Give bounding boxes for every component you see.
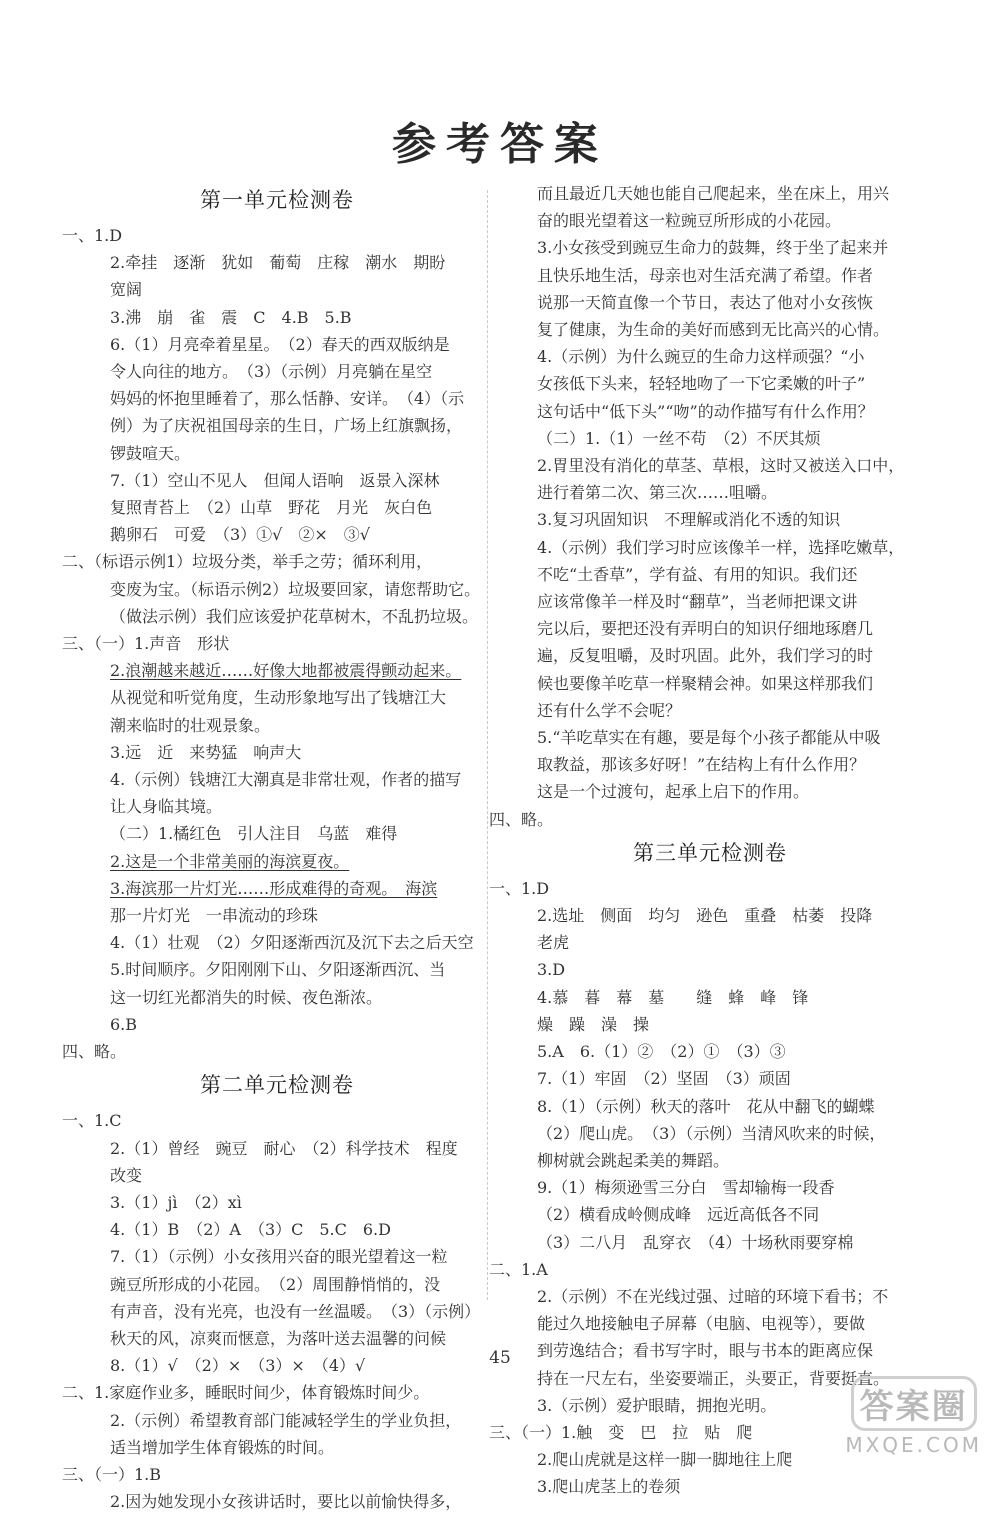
answer-line: 有声音，没有光亮，也没有一丝温暖。 （3）（示例） — [110, 1301, 481, 1321]
answer-line: 二、1.家庭作业多，睡眠时间少，体育锻炼时间少。 — [62, 1383, 430, 1403]
answer-line: 7.（1）（示例）小女孩用兴奋的眼光望着这一粒 — [110, 1247, 448, 1267]
answer-line: 四、略。 — [62, 1042, 127, 1062]
answer-line: （2）横看成岭侧成峰 远近高低各不同 — [537, 1205, 820, 1225]
unit-heading: 第一单元检测卷 — [200, 188, 354, 212]
answer-line: 让人身临其境。 — [110, 797, 223, 817]
answer-line: 2.这是一个非常美丽的海滨夏夜。 — [110, 851, 350, 871]
answer-line: 还有什么学不会呢？ — [537, 700, 682, 720]
answer-line: 7.（1）牢固 （2）坚固 （3）顽固 — [537, 1069, 791, 1089]
answer-line: 二、（标语示例1）垃圾分类，举手之劳；循环利用， — [62, 552, 433, 572]
answer-line: 这句话中“低下头”“吻”的动作描写有什么作用？ — [537, 401, 874, 421]
answer-line: 3.小女孩受到豌豆生命力的鼓舞，终于坐了起来并 — [537, 238, 889, 258]
answer-line: 4.（1）壮观 （2）夕阳逐渐西沉及沉下去之后天空 — [110, 933, 474, 953]
answer-line: 2.（示例）不在光线过强、过暗的环境下看书；不 — [537, 1286, 889, 1306]
answer-line: 完以后，要把还没有弄明白的知识仔细地琢磨几 — [537, 619, 874, 639]
answer-line: 3.爬山虎茎上的卷须 — [537, 1477, 681, 1497]
answer-line: 复了健康，为生命的美好而感到无比高兴的心情。 — [537, 320, 890, 340]
answer-line: 鹅卵石 可爱 （3）①√ ②× ③√ — [110, 525, 370, 545]
answer-line: 3.D — [537, 960, 566, 980]
answer-line: 3.海滨那一片灯光……形成难得的奇观。 海滨 — [110, 878, 438, 898]
watermark — [845, 1376, 982, 1457]
page-title: 参考答案 — [392, 119, 608, 170]
page-number: 45 — [489, 1348, 511, 1368]
answer-line: 老虎 — [537, 933, 570, 953]
answer-line: 且快乐地生活，母亲也对生活充满了希望。作者 — [537, 265, 874, 285]
answer-line: 从视觉和听觉角度，生动形象地写出了钱塘江大 — [110, 688, 447, 708]
answer-line: （做法示例）我们应该爱护花草树木，不乱扔垃圾。 — [110, 606, 479, 626]
answer-line: 这是一个过渡句，起承上启下的作用。 — [537, 782, 810, 802]
answer-line: 这一切红光都消失的时候、夜色渐浓。 — [110, 987, 383, 1007]
answer-line: 6.（1）月亮牵着星星。 （2）春天的西双版纳是 — [110, 334, 450, 354]
answer-line: 令人向往的地方。 （3）（示例）月亮躺在星空 — [110, 362, 433, 382]
answer-line: 到劳逸结合；看书写字时，眼与书本的距离应保 — [537, 1341, 874, 1361]
answer-line: 3.（示例）爱护眼睛，拥抱光明。 — [537, 1395, 777, 1415]
answer-line: 锣鼓喧天。 — [110, 443, 191, 463]
answer-line: 7.（1）空山不见人 但闻人语响 返景入深林 — [110, 470, 440, 490]
left-column — [62, 180, 481, 1515]
answer-line: 3.复习巩固知识 不理解或消化不透的知识 — [537, 510, 841, 530]
answer-line: 2.（1）曾经 豌豆 耐心 （2）科学技术 程度 — [110, 1138, 458, 1158]
answer-line: （二）1.（1）一丝不苟 （2）不厌其烦 — [537, 428, 821, 448]
answer-line: 而且最近几天她也能自己爬起来，坐在床上，用兴 — [537, 184, 890, 203]
answer-line: 能过久地接触电子屏幕（电脑、电视等），要做 — [537, 1314, 866, 1334]
answer-line: 4.（示例）为什么豌豆的生命力这样顽强？“小 — [537, 347, 865, 367]
answer-line: 四、略。 — [489, 809, 554, 829]
answer-line: 一、1.D — [62, 226, 123, 245]
answer-line: 4.慕 暮 幕 墓 缝 蜂 峰 锋 — [537, 987, 809, 1007]
answer-line: 2.因为她发现小女孩讲话时，要比以前愉快得多， — [110, 1492, 462, 1512]
answer-line: 变废为宝。（标语示例2）垃圾要回家，请您帮助它。 — [110, 579, 481, 599]
unit-heading: 第二单元检测卷 — [200, 1073, 354, 1098]
answer-line: 2.胃里没有消化的草茎、草根，这时又被送入口中， — [537, 456, 905, 476]
answer-line: 4.（1）B （2）A （3）C 5.C 6.D — [110, 1220, 391, 1240]
answer-line: 说那一天简直像一个节日，表达了他对小女孩恢 — [537, 292, 874, 312]
answer-line: 5.A 6.（1）② （2）① （3）③ — [537, 1042, 786, 1062]
answer-line: 2.浪潮越来越近……好像大地都被震得颤动起来。 — [110, 661, 462, 681]
answer-line: 进行着第二次、第三次……咀嚼。 — [537, 483, 778, 503]
watermark-url: MXQE.COM — [845, 1433, 982, 1457]
answer-line: 豌豆所形成的小花园。 （2）周围静悄悄的，没 — [110, 1274, 441, 1294]
answer-line: （2）爬山虎。 （3）（示例）当清风吹来的时候， — [537, 1123, 886, 1143]
answer-line: 三、（一）1.触 变 巴 拉 贴 爬 — [489, 1422, 753, 1442]
answer-line: 柳树就会跳起柔美的舞蹈。 — [537, 1150, 730, 1170]
answer-line: 女孩低下头来，轻轻地吻了一下它柔嫩的叶子” — [537, 374, 866, 394]
answer-line: （3）二八月 乱穿衣 （4）十场秋雨要穿棉 — [537, 1232, 854, 1252]
answer-line: 8.（1）√ （2）× （3）× （4）√ — [110, 1356, 366, 1376]
answer-line: 2.（示例）希望教育部门能减轻学生的学业负担， — [110, 1410, 462, 1430]
answer-line: 妈妈的怀抱里睡着了，那么恬静、安详。 （4）（示 — [110, 389, 465, 409]
answer-line: 不吃“土香草”，学有益、有用的知识。我们还 — [537, 564, 858, 584]
answer-line: 6.B — [110, 1014, 138, 1034]
answer-line: 燥 躁 澡 操 — [537, 1014, 650, 1034]
answer-line: （二）1.橘红色 引人注目 乌蓝 难得 — [110, 824, 398, 844]
answer-line: 3.沸 崩 雀 震 C 4.B 5.B — [110, 307, 352, 327]
answer-line: 潮来临时的壮观景象。 — [110, 715, 271, 735]
answer-line: 奋的眼光望着这一粒豌豆所形成的小花园。 — [537, 211, 842, 231]
answer-line: 3.远 近 来势猛 响声大 — [110, 742, 302, 762]
answer-line: 9.（1）梅须逊雪三分白 雪却输梅一段香 — [537, 1178, 835, 1198]
answer-line: 改变 — [110, 1165, 143, 1185]
answer-line: 那一片灯光 一串流动的珍珠 — [110, 906, 319, 926]
answer-line: 8.（1）（示例）秋天的落叶 花从中翻飞的蝴蝶 — [537, 1096, 875, 1116]
answer-line: 秋天的风，凉爽而惬意，为落叶送去温馨的问候 — [110, 1328, 447, 1348]
unit-heading: 第三单元检测卷 — [633, 840, 787, 865]
answer-line: 宽阔 — [110, 280, 143, 300]
watermark-logo: 答案圈 — [851, 1376, 977, 1431]
answer-line: 适当增加学生体育锻炼的时间。 — [110, 1437, 335, 1457]
answer-line: 取教益，那该多好呀！”在结构上有什么作用？ — [537, 755, 866, 775]
answer-line: 候也要像羊吃草一样聚精会神。如果这样那我们 — [537, 673, 874, 693]
answer-line: 一、1.C — [62, 1111, 122, 1131]
answer-line: 遍，反复咀嚼，及时巩固。此外，我们学习的时 — [537, 646, 874, 666]
answer-line: 二、1.A — [489, 1259, 548, 1279]
answer-line: 复照青苔上 （2）山草 野花 月光 灰白色 — [110, 498, 433, 518]
answer-line: 2.爬山虎就是这样一脚一脚地往上爬 — [537, 1450, 793, 1470]
answer-line: 应该常像羊一样及时“翻草”，当老师把课文讲 — [537, 592, 858, 612]
answer-line: 3.（1）jì （2）xì — [110, 1192, 242, 1212]
answer-line: 4.（示例）钱塘江大潮真是非常壮观，作者的描写 — [110, 770, 462, 790]
answer-line: 例）为了庆祝祖国母亲的生日，广场上红旗飘扬， — [110, 416, 463, 436]
answer-line: 2.牵挂 逐渐 犹如 葡萄 庄稼 潮水 期盼 — [110, 253, 446, 273]
column-divider — [487, 190, 488, 1300]
answer-line: 持在一尺左右，坐姿要端正，头要正，背要挺直。 — [537, 1368, 890, 1388]
answer-line: 三、（一）1.B — [62, 1464, 162, 1484]
answer-line: 2.选址 侧面 均匀 逊色 重叠 枯萎 投降 — [537, 906, 873, 926]
answer-line: 5.“羊吃草实在有趣，要是每个小孩子都能从中吸 — [537, 728, 881, 748]
answer-line: 一、1.D — [489, 878, 550, 898]
answer-line: 5.时间顺序。夕阳刚刚下山、夕阳逐渐西沉、当 — [110, 960, 446, 980]
answer-line: 4.（示例）我们学习时应该像羊一样，选择吃嫩草， — [537, 537, 905, 557]
answer-line: 三、（一）1.声音 形状 — [62, 634, 230, 654]
